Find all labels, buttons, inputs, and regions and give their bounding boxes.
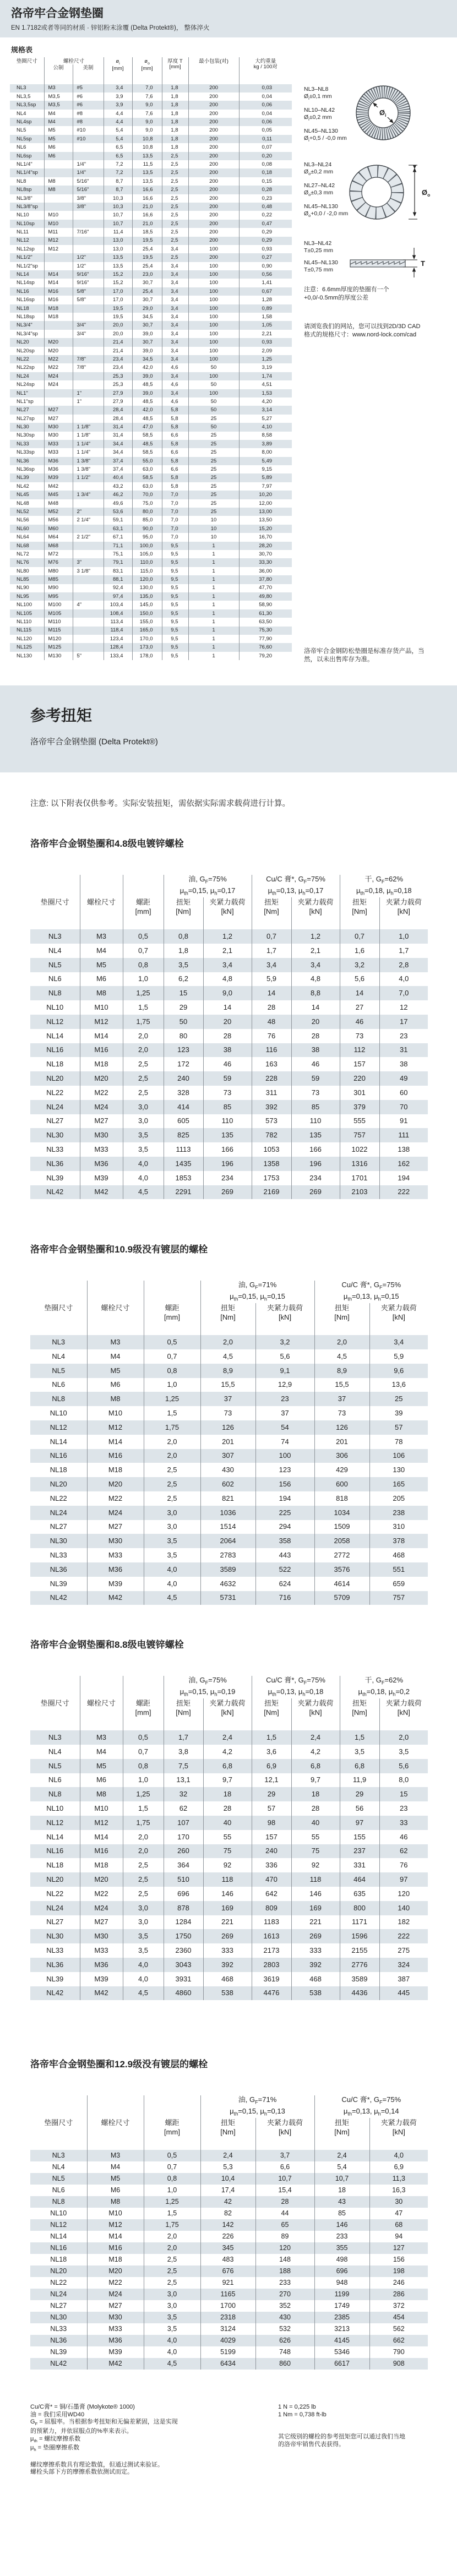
tolerance-note: NL3–NL24 $Ø_o\pm 0,2$ mm — [304, 161, 334, 177]
torque-table-row: NL20 M20 2,5 676 188 696 198 — [30, 2265, 428, 2277]
torque-table-row: NL16 M16 2,0 123 38 116 38 112 31 — [30, 1043, 428, 1058]
spec-table-row: NL12 M12 13,0 19,5 2,5 200 0,29 — [10, 237, 292, 245]
spec-table-row: NL5sp M5 #10 5,4 10,8 1,8 200 0,11 — [10, 135, 292, 143]
torque-table-row: NL14 M14 2,0 226 89 233 94 — [30, 2231, 428, 2242]
torque-table-row: NL30 M30 3,5 825 135 782 135 757 111 — [30, 1128, 428, 1142]
torque-table-row: NL5 M5 0,8 10,4 10,7 10,7 11,3 — [30, 2173, 428, 2185]
condition-group-header: 干, $G_F=62\%$ $\mu_{th}=0,18$, $\mu_h=0,18$ — [340, 875, 428, 897]
tolerance-note: NL3–NL8 $Ø_i\pm 0,1$ mm — [304, 86, 332, 101]
spec-table-row: NL20sp M20 21,4 39,0 3,4 100 2,09 — [10, 347, 292, 355]
torque-table-row: NL10 M10 1,5 73 37 73 39 — [30, 1406, 428, 1420]
footnotes-left — [30, 2404, 262, 2476]
torque-table-row: NL22 M22 2,5 328 73 311 73 301 60 — [30, 1086, 428, 1100]
torque-table-row: NL3 M3 0,5 2,4 3,7 2,4 4,0 — [30, 2150, 428, 2161]
svg-text:Øo: $Ø_o$ — [422, 188, 431, 198]
torque-table-row: NL22 M22 2,5 696 146 642 146 635 120 — [30, 1887, 428, 1901]
torque-table-row: NL24 M24 3,0 414 85 392 85 379 70 — [30, 1100, 428, 1114]
condition-group-header: Cu/C 膏*, $G_F=75\%$ $\mu_{th}=0,13$, $\mu_h=0,17$ — [252, 875, 340, 897]
spec-table-body — [10, 84, 292, 661]
spec-table-row: NL20 M20 21,4 30,7 3,4 100 0,93 — [10, 338, 292, 346]
spec-table-row: NL16 M16 5/8" 17,0 25,4 3,4 100 0,67 — [10, 287, 292, 296]
washer-inner-diameter-diagram — [352, 81, 414, 147]
thickness-tolerance-note: 注意：6.6mm厚度的垫圈有一个 +0,0/-0.5mm的厚度公差 — [304, 286, 389, 301]
spec-table-row: NL10 M10 10,7 16,6 2,5 200 0,22 — [10, 211, 292, 219]
spec-table-row: NL72 M72 75,1 105,0 9,5 1 30,70 — [10, 550, 292, 558]
tolerance-note: NL45–NL130 $Ø_i+0,5 / -0,0$ mm — [304, 128, 347, 143]
col-thickness: 厚度 T [mm] — [162, 57, 188, 84]
spec-table-row: NL27 M27 28,4 42,0 5,8 50 3,14 — [10, 406, 292, 414]
col-clamp-load: 夹紧力载荷 [kN] — [203, 1698, 252, 1730]
stock-note: 洛帝牢合金钢防松垫圈是标准存货产品，当 然，以未出售库存为准。 — [304, 648, 425, 663]
torque-table-header — [30, 1676, 428, 1730]
footnote-line: 1 Nm = 0,738 ft-lb — [278, 2411, 327, 2418]
torque-table-row: NL6 M6 1,0 15,5 12,9 15,5 13,6 — [30, 1378, 428, 1392]
torque-table-row: NL36 M36 4,0 3589 522 3576 551 — [30, 1562, 428, 1577]
torque-table-title: 洛帝牢合金钢垫圈和4.8级电镀锌螺栓 — [30, 838, 184, 849]
condition-group-header: 油, $G_F=75\%$ $\mu_{th}=0,15$, $\mu_h=0,17$ — [164, 875, 252, 897]
spec-table-row: NL125 M125 128,4 173,0 9,5 1 76,60 — [10, 643, 292, 651]
torque-table-row: NL18 M18 2,5 364 92 336 92 331 76 — [30, 1858, 428, 1872]
col-inner-diameter: $ø_i$ [mm] — [104, 57, 132, 84]
torque-section-banner — [0, 685, 457, 772]
col-bolt-size: 螺栓尺寸 — [87, 1303, 144, 1335]
footnote-line: 的洛帝牢销售代表获得。 — [278, 2441, 345, 2448]
spec-table-row: NL3/4"sp 3/4" 20,0 39,0 3,4 100 2,21 — [10, 330, 292, 338]
spec-table-row: NL6 M6 6,5 10,8 1,8 200 0,07 — [10, 143, 292, 151]
torque-table-row: NL4 M4 0,7 4,5 5,6 4,5 5,9 — [30, 1349, 428, 1364]
spec-table-row: NL76 M76 3" 79,1 110,0 9,5 1 33,30 — [10, 558, 292, 567]
torque-table-row: NL36 M36 4,0 4029 626 4145 662 — [30, 2335, 428, 2346]
footnote-line — [30, 2454, 262, 2461]
torque-table-row: NL27 M27 3,0 1514 294 1509 310 — [30, 1520, 428, 1534]
spec-table-row: NL5 M5 #10 5,4 9,0 1,8 200 0,05 — [10, 126, 292, 134]
condition-group-header: Cu/C 膏*, $G_F=75\%$ $\mu_{th}=0,13$, $\mu_h=0,15$ — [314, 1281, 428, 1303]
torque-table-row: NL33 M33 3,5 1113 166 1053 166 1022 138 — [30, 1142, 428, 1157]
footnote-line: 1 N = 0,225 lb — [278, 2404, 316, 2410]
torque-table-row: NL6 M6 1,0 17,4 15,4 18 16,3 — [30, 2185, 428, 2196]
spec-table-row: NL1"sp 1" 27,9 48,5 4,6 50 4,20 — [10, 397, 292, 406]
spec-table-row: NL11 M11 7/16" 11,4 18,5 2,5 200 0,29 — [10, 228, 292, 236]
tolerance-note: NL45–NL130 $Ø_o+0,0 / -2,0$ mm — [304, 203, 349, 219]
footnote-line: $G_F$ = 屈服率。当根据参考扭矩和无偏差紧固，这是实现 — [30, 2419, 178, 2427]
torque-table-row: NL24 M24 3,0 1165 270 1199 286 — [30, 2289, 428, 2300]
torque-table-row: NL14 M14 2,0 201 74 201 78 — [30, 1435, 428, 1449]
torque-table-row: NL6 M6 1,0 6,2 4,8 5,9 4,8 5,6 4,0 — [30, 972, 428, 987]
spec-table-row: NL68 M68 71,1 100,0 9,5 1 28,20 — [10, 542, 292, 550]
col-pitch: 螺距 [mm] — [123, 897, 164, 929]
svg-text:T: T — [421, 259, 425, 268]
spec-table-row: NL60 M60 63,1 90,0 7,0 10 15,20 — [10, 525, 292, 533]
torque-table-row: NL4 M4 0,7 5,3 6,6 5,4 6,9 — [30, 2161, 428, 2173]
torque-table-row: NL3 M3 0,5 0,8 1,2 0,7 1,2 0,7 1,0 — [30, 929, 428, 944]
spec-table-row: NL1/4"sp 1/4" 7,2 13,5 2,5 200 0,18 — [10, 168, 292, 177]
col-clamp-load: 夹紧力载荷 [kN] — [369, 1303, 428, 1335]
spec-table-row: NL3/8" 3/8" 10,3 16,6 2,5 200 0,23 — [10, 194, 292, 203]
torque-table-row: NL8 M8 1,25 32 18 29 18 29 15 — [30, 1787, 428, 1801]
torque-table-row: NL8 M8 1,25 42 28 43 30 — [30, 2196, 428, 2208]
torque-table-header — [30, 875, 428, 929]
footnote-line: 螺栓头部下方的摩擦系数依测试而定。 — [30, 2469, 133, 2476]
torque-table-row: NL39 M39 4,0 4632 624 4614 659 — [30, 1577, 428, 1591]
torque-table-row: NL8 M8 1,25 37 23 37 25 — [30, 1392, 428, 1406]
torque-table-row: NL33 M33 3,5 2360 333 2173 333 2155 275 — [30, 1943, 428, 1958]
torque-table-row: NL10 M10 1,5 62 28 57 28 56 23 — [30, 1801, 428, 1816]
torque-table-row: NL16 M16 2,0 307 100 306 106 — [30, 1449, 428, 1463]
torque-table-88 — [30, 1637, 429, 2000]
spec-table-row: NL10sp M10 10,7 21,0 2,5 200 0,47 — [10, 220, 292, 228]
spec-table-row: NL30sp M30 1 1/8" 31,4 58,5 6,6 25 8,58 — [10, 432, 292, 440]
condition-group-header: 油, $G_F=71\%$ $\mu_{th}=0,15$, $\mu_h=0,13$ — [200, 2095, 314, 2118]
condition-group-header: Cu/C 膏*, $G_F=75\%$ $\mu_{th}=0,13$, $\mu_h=0,14$ — [314, 2095, 428, 2118]
spec-table-row: NL64 M64 2 1/2" 67,1 95,0 7,0 10 16,70 — [10, 533, 292, 541]
col-washer-size: 垫圈尺寸 — [40, 898, 69, 907]
torque-table-48 — [30, 836, 429, 1199]
torque-table-row: NL4 M4 0,7 1,8 2,1 1,7 2,1 1,6 1,7 — [30, 944, 428, 958]
spec-table-row: NL3/4" 3/4" 20,0 30,7 3,4 100 1,05 — [10, 321, 292, 329]
torque-table-row: NL5 M5 0,8 7,5 6,8 6,9 6,8 6,8 5,6 — [30, 1759, 428, 1773]
col-bolt-size: 螺栓尺寸 — [80, 897, 123, 929]
torque-table-row: NL24 M24 3,0 1036 225 1034 238 — [30, 1506, 428, 1520]
torque-table-title: 洛帝牢合金钢垫圈和8.8级电镀锌螺栓 — [30, 1640, 184, 1650]
torque-table-row: NL12 M12 1,75 50 20 48 20 46 17 — [30, 1015, 428, 1029]
col-clamp-load: 夹紧力载荷 [kN] — [203, 897, 252, 929]
col-pitch: 螺距 [mm] — [144, 2118, 200, 2150]
spec-table-row: NL22sp M22 7/8" 23,4 42,0 4,6 50 3,19 — [10, 363, 292, 372]
torque-table-grid — [30, 1676, 428, 2000]
torque-table-row: NL12 M12 1,75 126 54 126 57 — [30, 1420, 428, 1435]
col-torque: 扭矩 [Nm] — [164, 897, 203, 929]
spec-table-row: NL27sp M27 28,4 48,5 5,8 25 5,27 — [10, 415, 292, 423]
spec-table-row: NL1" 1" 27,9 39,0 3,4 100 1,53 — [10, 389, 292, 397]
spec-table-row: NL56 M56 2 1/4" 59,1 85,0 7,0 10 13,50 — [10, 516, 292, 524]
torque-table-row: NL27 M27 3,0 1284 221 1183 221 1171 182 — [30, 1915, 428, 1930]
torque-table-row: NL20 M20 2,5 510 118 470 118 464 97 — [30, 1872, 428, 1887]
condition-group-header: 干, $G_F=62\%$ $\mu_{th}=0,18$, $\mu_h=0,2$ — [340, 1676, 428, 1698]
col-min-package: 最小包装(对) — [188, 57, 239, 84]
col-clamp-load: 夹紧力载荷 [kN] — [379, 1698, 428, 1730]
torque-table-row: NL5 M5 0,8 3,5 3,4 3,4 3,4 3,2 2,8 — [30, 958, 428, 972]
col-washer-size: 垫圈尺寸 — [44, 2118, 73, 2127]
torque-table-row: NL42 M42 4,5 2291 269 2169 269 2103 222 — [30, 1185, 428, 1200]
spec-table-row: NL48 M48 49,6 75,0 7,0 25 12,00 — [10, 499, 292, 508]
spec-table-row: NL12sp M12 13,0 25,4 3,4 100 0,93 — [10, 245, 292, 253]
torque-table-row: NL20 M20 2,5 240 59 228 59 220 49 — [30, 1071, 428, 1086]
torque-table-row: NL22 M22 2,5 921 233 948 246 — [30, 2277, 428, 2289]
footnote-line — [278, 2419, 438, 2426]
spec-table-row: NL80 M80 3 1/8" 83,1 115,0 9,5 1 36,00 — [10, 567, 292, 575]
tolerance-note: NL45–NL130 T±0,75 mm — [304, 259, 338, 273]
torque-table-title: 洛帝牢合金钢垫圈和10.9级没有镀层的螺栓 — [30, 1244, 208, 1255]
footnote-line: $\mu_{th}$ = 螺纹摩擦系数 — [30, 2435, 81, 2443]
torque-table-grid — [30, 1281, 428, 1605]
torque-table-row: NL42 M42 4,5 5731 716 5709 757 — [30, 1591, 428, 1605]
spec-table-row: NL33 M33 1 1/4" 34,4 48,5 5,8 25 3,89 — [10, 440, 292, 448]
torque-section-subtitle: 洛帝牢合金钢垫圈 (Delta Protekt®) — [30, 737, 158, 747]
spec-table-heading: 规格表 — [11, 46, 33, 54]
col-bolt-size: 螺栓尺寸 — [87, 2118, 144, 2150]
condition-group-header: 油, $G_F=71\%$ $\mu_{th}=0,15$, $\mu_h=0,15$ — [200, 1281, 314, 1303]
condition-group-header: 油, $G_F=75\%$ $\mu_{th}=0,15$, $\mu_h=0,19$ — [164, 1676, 252, 1698]
col-outer-diameter: $ø_o$ [mm] — [132, 57, 162, 84]
col-clamp-load: 夹紧力载荷 [kN] — [291, 897, 340, 929]
torque-table-row: NL33 M33 3,5 3124 532 3213 562 — [30, 2323, 428, 2335]
footnote-line: 的预紧力，并依屈服点的%率来表示。 — [30, 2427, 133, 2435]
torque-table-row: NL8 M8 1,25 15 9,0 14 8,8 14 7,0 — [30, 986, 428, 1000]
col-washer-size: 垫圈尺寸 — [16, 58, 37, 64]
spec-table-row: NL110 M110 113,4 155,0 9,5 1 63,50 — [10, 618, 292, 626]
spec-table-row: NL16sp M16 5/8" 17,0 30,7 3,4 100 1,28 — [10, 296, 292, 304]
spec-table-row: NL105 M105 108,4 150,0 9,5 1 61,30 — [10, 609, 292, 618]
spec-table-row: NL18 M18 19,5 29,0 3,4 100 0,89 — [10, 304, 292, 313]
torque-table-row: NL42 M42 4,5 4860 538 4476 538 4436 445 — [30, 1986, 428, 2001]
col-bolt-size: 螺栓尺寸 — [44, 57, 104, 64]
col-clamp-load: 夹紧力载荷 [kN] — [291, 1698, 340, 1730]
spec-table-row: NL3,5 M3,5 #6 3,9 7,6 1,8 200 0,04 — [10, 92, 292, 101]
torque-table-row: NL14 M14 2,0 170 55 157 55 155 46 — [30, 1830, 428, 1844]
tolerance-note: NL27–NL42 $Ø_o\pm 0,3$ mm — [304, 182, 335, 198]
spec-table-row: NL14sp M14 9/16" 15,2 30,7 3,4 100 1,41 — [10, 279, 292, 287]
spec-table-header — [10, 57, 292, 84]
washer-outer-diameter-diagram — [345, 161, 444, 226]
spec-table-row: NL1/2"sp 1/2" 13,5 25,4 3,4 100 0,90 — [10, 262, 292, 270]
col-bolt-size: 螺栓尺寸 — [80, 1698, 123, 1730]
col-torque: 扭矩 [Nm] — [164, 1698, 203, 1730]
spec-table-row: NL120 M120 123,4 170,0 9,5 1 77,90 — [10, 635, 292, 643]
spec-table-row: NL52 M52 2" 53,6 80,0 7,0 25 13,00 — [10, 508, 292, 516]
page-subtitle: EN 1.7182或者等同的材质 · 锌铝粉末涂覆 (Delta Protekt®)， 整体淬火 — [11, 25, 210, 31]
torque-table-row: NL3 M3 0,5 1,7 2,4 1,5 2,4 1,5 2,0 — [30, 1730, 428, 1745]
torque-table-row: NL30 M30 3,5 2318 430 2385 454 — [30, 2312, 428, 2323]
spec-table-row: NL115 M115 118,4 165,0 9,5 1 75,30 — [10, 627, 292, 635]
torque-table-row: NL27 M27 3,0 605 110 573 110 555 91 — [30, 1114, 428, 1129]
spec-table-row: NL14 M14 9/16" 15,2 23,0 3,4 100 0,56 — [10, 270, 292, 279]
col-pitch: 螺距 [mm] — [123, 1698, 164, 1730]
spec-table-row: NL3 M3 #5 3,4 7,0 1,8 200 0,03 — [10, 84, 292, 92]
torque-table-row: NL39 M39 4,0 3931 468 3619 468 3589 387 — [30, 1972, 428, 1986]
spec-table — [10, 57, 292, 660]
col-clamp-load: 夹紧力载荷 [kN] — [255, 2118, 314, 2150]
col-washer-size: 垫圈尺寸 — [44, 1304, 73, 1312]
torque-table-129 — [30, 2056, 429, 2370]
torque-table-row: NL18 M18 2,5 172 46 163 46 157 38 — [30, 1057, 428, 1071]
spec-table-row: NL42 M42 43,2 63,0 5,8 25 7,97 — [10, 482, 292, 491]
spec-table-row: NL39 M39 1 1/2" 40,4 58,5 5,8 25 5,89 — [10, 473, 292, 482]
torque-table-row: NL10 M10 1,5 82 44 85 47 — [30, 2208, 428, 2219]
col-washer-size: 垫圈尺寸 — [40, 1699, 69, 1708]
col-imperial: 美制 — [73, 64, 104, 84]
washer-side-view-diagram — [346, 246, 442, 281]
tolerance-note: NL10–NL42 $Ø_i\pm 0,2$ mm — [304, 107, 335, 122]
spec-table-row: NL18sp M18 19,5 34,5 3,4 100 1,58 — [10, 313, 292, 321]
torque-table-row: NL10 M10 1,5 29 14 28 14 27 12 — [30, 1000, 428, 1015]
condition-group-header: Cu/C 膏*, $G_F=75\%$ $\mu_{th}=0,13$, $\mu_h=0,18$ — [252, 1676, 340, 1698]
col-metric: 公制 — [44, 64, 73, 84]
torque-table-row: NL36 M36 4,0 3043 392 2803 392 2776 324 — [30, 1958, 428, 1972]
cad-note: 请浏览我们的网站，您可以找到2D/3D CAD 格式的规格尺寸：www.nord-lock.com/cad — [304, 323, 421, 338]
torque-table-row: NL3 M3 0,5 2,0 3,2 2,0 3,4 — [30, 1335, 428, 1349]
torque-table-grid — [30, 2095, 428, 2370]
spec-table-row: NL36sp M36 1 3/8" 37,4 63,0 6,6 25 9,15 — [10, 465, 292, 473]
torque-table-row: NL24 M24 3,0 878 169 809 169 800 140 — [30, 1901, 428, 1915]
col-weight: 大约重量 kg / 100对 — [239, 57, 292, 84]
svg-text:Øi: $Ø_i$ — [379, 108, 387, 118]
col-clamp-load: 夹紧力载荷 [kN] — [379, 897, 428, 929]
torque-table-row: NL16 M16 2,0 345 120 355 127 — [30, 2242, 428, 2254]
footnote-line: 油 = 我们采用WD40 — [30, 2411, 85, 2418]
spec-table-row: NL24 M24 25,3 39,0 3,4 100 1,74 — [10, 372, 292, 380]
torque-table-row: NL39 M39 4,0 5199 748 5346 790 — [30, 2346, 428, 2358]
torque-table-row: NL42 M42 4,5 6434 860 6617 908 — [30, 2358, 428, 2370]
col-torque: 扭矩 [Nm] — [200, 1303, 255, 1335]
torque-table-row: NL20 M20 2,5 602 156 600 165 — [30, 1477, 428, 1491]
col-torque: 扭矩 [Nm] — [314, 2118, 369, 2150]
spec-table-row: NL30 M30 1 1/8" 31,4 47,0 5,8 50 4,10 — [10, 423, 292, 431]
torque-table-row: NL18 M18 2,5 430 123 429 130 — [30, 1463, 428, 1477]
col-clamp-load: 夹紧力载荷 [kN] — [369, 2118, 428, 2150]
col-pitch: 螺距 [mm] — [144, 1303, 200, 1335]
spec-table-row: NL3/8"sp 3/8" 10,3 21,0 2,5 200 0,48 — [10, 203, 292, 211]
spec-table-row: NL8sp M8 5/16" 8,7 16,6 2,5 200 0,28 — [10, 186, 292, 194]
torque-table-row: NL12 M12 1,75 142 65 146 68 — [30, 2219, 428, 2231]
spec-table-row: NL24sp M24 25,3 48,5 4,6 50 4,51 — [10, 380, 292, 389]
spec-table-row: NL90 M90 92,4 130,0 9,5 1 47,70 — [10, 584, 292, 592]
torque-table-row: NL30 M30 3,5 2064 358 2058 378 — [30, 1534, 428, 1548]
footnote-line: 其它级别的螺栓的参考扭矩您可以通过我们当地 — [278, 2433, 405, 2441]
spec-table-row: NL4 M4 #8 4,4 7,6 1,8 200 0,04 — [10, 110, 292, 118]
spec-table-row: NL100 M100 4" 103,4 145,0 9,5 1 58,90 — [10, 601, 292, 609]
spec-table-row: NL4sp M4 #8 4,4 9,0 1,8 200 0,06 — [10, 118, 292, 126]
spec-table-row: NL1/4" 1/4" 7,2 11,5 2,5 200 0,08 — [10, 160, 292, 168]
footnote-line — [278, 2426, 438, 2434]
col-torque: 扭矩 [Nm] — [252, 897, 291, 929]
torque-table-row: NL27 M27 3,0 1700 352 1749 372 — [30, 2300, 428, 2312]
col-torque: 扭矩 [Nm] — [314, 1303, 369, 1335]
torque-table-title: 洛帝牢合金钢垫圈和12.9级没有镀层的螺栓 — [30, 2059, 208, 2069]
spec-table-row: NL33sp M33 1 1/4" 34,4 58,5 6,6 25 8,00 — [10, 448, 292, 456]
torque-table-row: NL5 M5 0,8 8,9 9,1 8,9 9,6 — [30, 1364, 428, 1378]
spec-table-row: NL1/2" 1/2" 13,5 19,5 2,5 200 0,27 — [10, 253, 292, 262]
torque-table-row: NL18 M18 2,5 483 148 498 156 — [30, 2254, 428, 2265]
spec-table-row: NL45 M45 1 3/4" 46,2 70,0 7,0 25 10,20 — [10, 491, 292, 499]
col-clamp-load: 夹紧力载荷 [kN] — [255, 1303, 314, 1335]
col-torque: 扭矩 [Nm] — [252, 1698, 291, 1730]
torque-table-row: NL30 M30 3,5 1750 269 1613 269 1596 222 — [30, 1929, 428, 1943]
torque-note: 注意: 以下附表仅供参考。实际安装扭矩，需依据实际需求载荷进行计算。 — [30, 799, 291, 808]
torque-table-row: NL16 M16 2,0 260 75 240 75 237 62 — [30, 1844, 428, 1859]
torque-table-row: NL14 M14 2,0 80 28 76 28 73 23 — [30, 1029, 428, 1043]
col-torque: 扭矩 [Nm] — [340, 1698, 379, 1730]
torque-table-grid — [30, 875, 428, 1199]
torque-section-title: 参考扭矩 — [30, 707, 93, 724]
spec-table-row: NL85 M85 88,1 120,0 9,5 1 37,80 — [10, 575, 292, 584]
torque-table-header — [30, 1281, 428, 1335]
footnote-line: Cu/C膏* = 铜/石墨膏 (Molykote® 1000) — [30, 2404, 135, 2410]
spec-table-row: NL3,5sp M3,5 #6 3,9 9,0 1,8 200 0,06 — [10, 101, 292, 109]
spec-table-row: NL8 M8 5/16" 8,7 13,5 2,5 200 0,15 — [10, 177, 292, 186]
torque-table-row: NL36 M36 4,0 1435 196 1358 196 1316 162 — [30, 1157, 428, 1171]
torque-table-row: NL22 M22 2,5 821 194 818 205 — [30, 1491, 428, 1506]
col-torque: 扭矩 [Nm] — [340, 897, 379, 929]
torque-table-109 — [30, 1241, 429, 1605]
spec-table-row: NL130 M130 5" 133,4 178,0 9,5 1 79,20 — [10, 652, 292, 660]
torque-table-row: NL6 M6 1,0 13,1 9,7 12,1 9,7 11,9 8,0 — [30, 1773, 428, 1788]
torque-table-row: NL12 M12 1,75 107 40 98 40 97 33 — [30, 1816, 428, 1830]
spec-table-row: NL6sp M6 6,5 13,5 2,5 200 0,20 — [10, 152, 292, 160]
spec-table-row: NL22 M22 7/8" 23,4 34,5 3,4 100 1,25 — [10, 355, 292, 363]
torque-table-header — [30, 2095, 428, 2150]
page-title: 洛帝牢合金钢垫圈 — [11, 7, 104, 20]
spec-table-row: NL95 M95 97,4 135,0 9,5 1 49,80 — [10, 592, 292, 601]
spec-table-row: NL36 M36 1 3/8" 37,4 55,0 5,8 25 5,49 — [10, 457, 292, 465]
col-torque: 扭矩 [Nm] — [200, 2118, 255, 2150]
footnotes-right — [278, 2404, 438, 2449]
tolerance-note: NL3–NL42 T±0,25 mm — [304, 240, 334, 254]
torque-table-row: NL39 M39 4,0 1853 234 1753 234 1701 194 — [30, 1171, 428, 1185]
footnote-line: 螺纹摩擦系数具有理论数值，但通过测试来验证。 — [30, 2461, 164, 2468]
footnote-line: $\mu_h$ = 垫圈摩擦系数 — [30, 2444, 80, 2453]
torque-table-row: NL4 M4 0,7 3,8 4,2 3,6 4,2 3,5 3,5 — [30, 1745, 428, 1759]
torque-table-row: NL33 M33 3,5 2783 443 2772 468 — [30, 1548, 428, 1562]
